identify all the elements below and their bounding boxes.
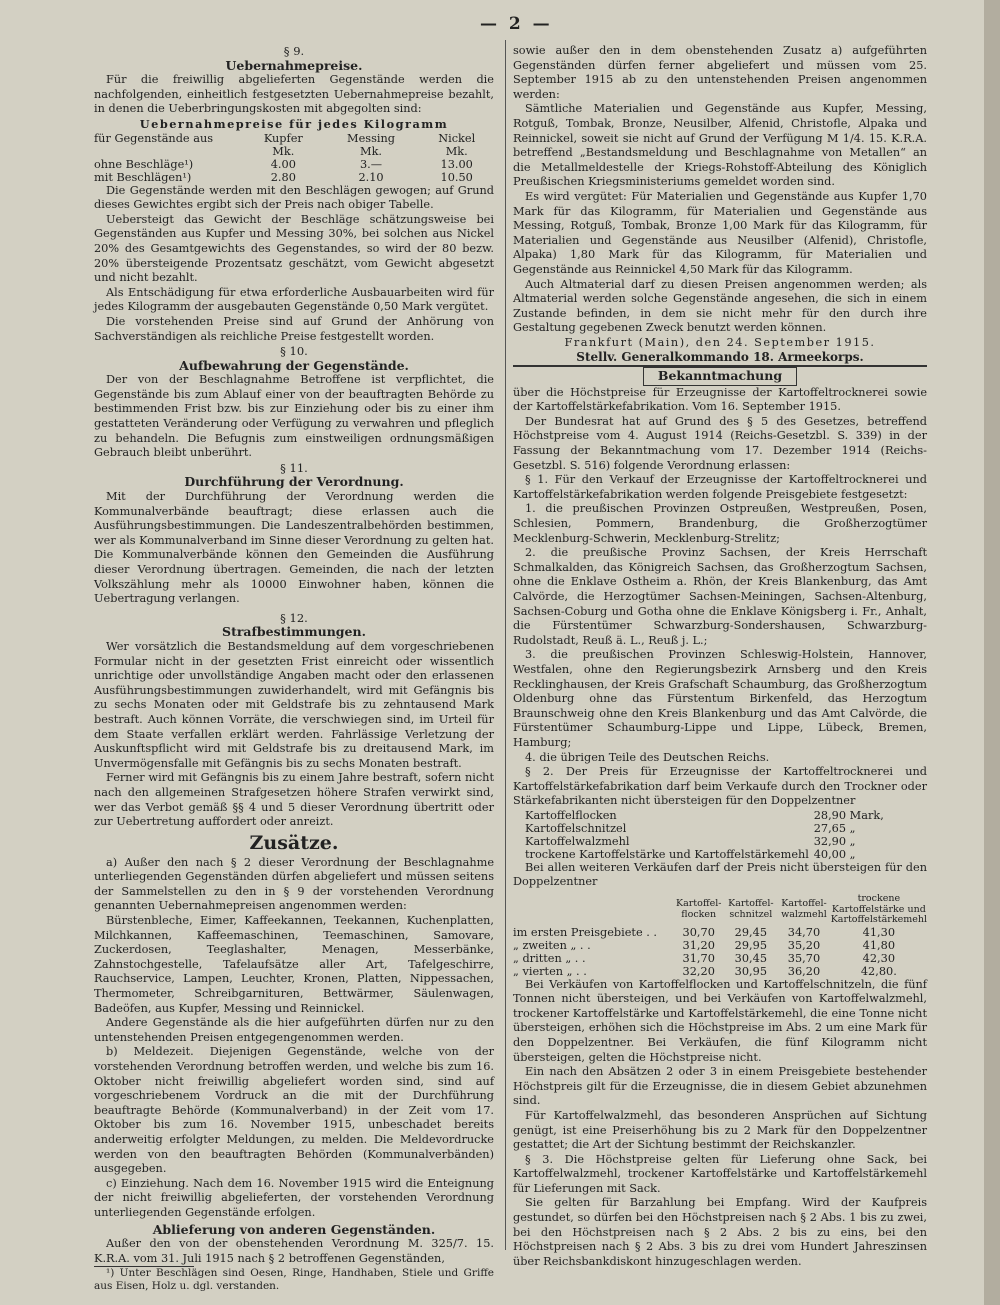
list-item: 1. die preußischen Provinzen Ostpreußen, Westpreußen, Posen, Schlesien, Pommern, Brandenburg, die Großherzogtümer Mecklenburg-Schwerin, Mecklenburg-Strelitz;	[513, 502, 927, 545]
paragraph: § 2. Der Preis für Erzeugnisse der Kartoffeltrocknerei und Kartoffelstärkefabrikation darf beim Verkaufe durch den Trockner oder Stärkefabrikanten nicht übersteigen für den Doppelzentner	[513, 765, 927, 808]
table-cell: Mk.	[272, 144, 295, 158]
table-row	[525, 822, 885, 835]
table-cell: 42,30	[862, 951, 896, 965]
table-cell: 42,80.	[860, 964, 897, 978]
paragraph: a) Außer den nach § 2 dieser Verordnung der Beschlagnahme unterliegenden Gegenständen dürfen abgeliefert und müssen seitens der Sammelstellen zu den in § 9 der vorstehenden Verordnung genannten Uebernahmepreisen angenommen werden:	[94, 855, 494, 913]
table-cell: 36,20	[787, 964, 821, 978]
table-header-row	[94, 132, 494, 145]
paragraph: Andere Gegenstände als die hier aufgeführten dürfen nur zu den untenstehenden Preisen entgegengenommen werden.	[94, 1016, 494, 1044]
table-cell: 29,95	[734, 938, 768, 952]
table-cell: 30,70	[682, 925, 715, 939]
paragraph: c) Einziehung. Nach dem 16. November 1915 wird die Enteignung der nicht freiwillig abgelieferten, der vorstehenden Verordnung unterliegenden Gegenstände erfolgen.	[94, 1176, 494, 1219]
table-header	[513, 894, 673, 926]
paragraph: Für Kartoffelwalzmehl, das besonderen Ansprüchen auf Sichtung genügt, ist eine Preiserhöhung bis zu 2 Mark für den Doppelzentner gestattet; die Art der Sichtung bestimmt der Reichskanzler.	[513, 1108, 927, 1152]
paragraph: Bei Verkäufen von Kartoffelflocken und Kartoffelschnitzeln, die fünf Tonnen nicht übersteigen, und bei Verkäufen von Kartoffelwalzmehl, trockener Kartoffelstärke und Kartoffelstärkemehl, die eine Tonne nicht übersteigen, erhöhen sich die Höchstpreise im Abs. 2 um eine Mark für den Doppelzentner. Bei Verkäufen, die fünf Kilogramm nicht übersteigen, gelten die Höchstpreise nicht.	[513, 977, 927, 1064]
left-column	[94, 44, 494, 1293]
table-cell: „ vierten „ . .	[513, 964, 587, 978]
table-cell: Kartoffelwalzmehl	[525, 834, 630, 848]
section-number-12: § 12.	[280, 610, 308, 625]
table-row	[513, 965, 927, 978]
paragraph: Es wird vergütet: Für Materialien und Gegenstände aus Kupfer 1,70 Mark für das Kilogramm, für Materialien und Gegenstände aus Messing, Rotguß, Tombak, Bronze 1,00 Mark für das Kilogramm, für Materialien und Gegenstände aus Neusilber (Alfenid), Christofle, Alpaka) 1,80 Mark für das Kilogramm, für Materialien und Gegenstände aus Reinnickel 4,50 Mark für das Kilogramm.	[513, 189, 927, 276]
list-item: 3. die preußischen Provinzen Schleswig-Holstein, Hannover, Westfalen, ohne den Regierungsbezirk Arnsberg und den Kreis Recklinghausen, der Kreis Grafschaft Schaumburg, das Großherzogtum Oldenburg ohne das Fürstentum Birkenfeld, das Herzogtum Braunschweig ohne den Kreis Blankenburg und das Amt Calvörde, die Fürstentümer Schaumburg-Lippe und Lippe, Lübeck, Bremen, Hamburg;	[513, 648, 927, 749]
table-cell: 2.80	[270, 170, 296, 184]
table-cell: 31,20	[682, 938, 715, 952]
table-header-row	[513, 894, 927, 926]
table-cell: 30,95	[734, 964, 768, 978]
list-item: 2. die preußische Provinz Sachsen, der Kreis Herrschaft Schmalkalden, das Königreich Sachsen, das Großherzogtum Sachsen, ohne die Enklave Ostheim a. Rhön, der Kreis Blankenburg, das Amt Calvörde, die Herzogtümer Sachsen-Meiningen, Sachsen-Altenburg, Sachsen-Coburg und Gotha ohne die Enklave Königsberg i. Fr., Anhalt, die Fürstentümer Schwarzburg-Sondershausen, Schwarzburg-Rudolstadt, Reuß ä. L., Reuß j. L.;	[513, 546, 927, 647]
footnote: ¹) Unter Beschlägen sind Oesen, Ringe, Handhaben, Stiele und Griffe aus Eisen, Holz u. dgl. verstanden.	[94, 1267, 494, 1293]
section-number-9: § 9.	[283, 44, 305, 58]
paragraph: Ein nach den Absätzen 2 oder 3 in einem Preisgebiete bestehender Höchstpreis gilt für die Erzeugnisse, die in diesem Gebiet abzunehmen sind.	[513, 1065, 927, 1108]
table-cell: mit Beschlägen¹)	[94, 170, 192, 184]
table-cell: 29,45	[734, 925, 768, 939]
page-number: — 2 —	[480, 14, 553, 34]
table-row	[525, 848, 885, 861]
table-header: für Gegenstände aus	[94, 131, 214, 145]
table-cell: 10.50	[440, 170, 473, 184]
heading-aufbewahrung: Aufbewahrung der Gegenstände.	[179, 357, 409, 373]
table-row	[525, 809, 885, 822]
table-row	[94, 171, 494, 184]
paragraph: Als Entschädigung für etwa erforderliche Ausbauarbeiten wird für jedes Kilogramm der ausgebauten Gegenstände 0,50 Mark vergütet.	[94, 285, 494, 314]
paragraph: Die vorstehenden Preise sind auf Grund der Anhörung von Sachverständigen als reichliche Preise festgestellt worden.	[94, 314, 494, 343]
table-cell: 2.10	[358, 170, 384, 184]
table-cell: 28,90 Mark,	[813, 808, 884, 822]
paragraph: Wer vorsätzlich die Bestandsmeldung auf dem vorgeschriebenen Formular nicht in der gesetzten Frist einreicht oder wissentlich unrichtige oder unvollständige Angaben macht oder den erlassenen Ausführungsbestimmungen zuwiderhandelt, wird mit Gefängnis bis zu sechs Monaten oder mit Geldstrafe bis zu zehntausend Mark bestraft. Auch können Vorräte, die verschwiegen sind, im Urteil für dem Staate verfallen erklärt werden. Fahrlässige Verletzung der Auskunftspflicht wird mit Geldstrafe bis zu dreitausend Mark, im Unvermögensfalle mit Gefängnis bis zu sechs Monaten bestraft.	[94, 639, 494, 770]
paragraph: b) Meldezeit. Diejenigen Gegenstände, welche von der vorstehenden Verordnung betroffen werden, und welche bis zum 16. Oktober nicht freiwillig abgeliefert worden sind, sind auf vorgeschriebenem Vordruck an die mit der Durchführung beauftragte Behörde (Kommunalverband) in der Zeit vom 17. Oktober bis zum 16. November 1915, unbeschadet bereits anderweitig erfolgter Meldungen, zu melden. Die Meldevordrucke werden von den beauftragten Behörden (Kommunalverbänden) ausgegeben.	[94, 1045, 494, 1176]
max-price-list	[525, 809, 885, 861]
table-cell: 40,00 „	[813, 847, 856, 861]
heading-ablieferung: Ablieferung von anderen Gegenständen.	[152, 1221, 436, 1237]
table-header: Kartoffel-flocken	[675, 898, 722, 920]
table-unit-row	[94, 145, 494, 158]
table-cell: trockene Kartoffelstärke und Kartoffelstärkemehl	[525, 847, 809, 861]
paper-edge	[984, 0, 1000, 1305]
table-row	[513, 939, 927, 952]
paragraph: Bei allen weiteren Verkäufen darf der Preis nicht übersteigen für den Doppelzentner	[513, 860, 927, 889]
table-cell: 34,70	[787, 925, 821, 939]
paragraph: Außer den von der obenstehenden Verordnung M. 325/7. 15. K.R.A. vom 31. Juli 1915 nach § 2 betroffenen Gegenständen,	[94, 1237, 494, 1265]
table-cell: 32,90 „	[813, 834, 856, 848]
heading-uebernahmepreise: Uebernahmepreise.	[225, 57, 363, 73]
table-cell: 4.00	[270, 157, 296, 171]
table-cell: Mk.	[445, 144, 468, 158]
table-cell: 3.—	[359, 157, 383, 171]
table-cell: 30,45	[734, 951, 768, 965]
list-item: 4. die übrigen Teile des Deutschen Reichs.	[525, 750, 770, 764]
table-cell	[94, 145, 244, 158]
paragraph: Für die freiwillig abgelieferten Gegenstände werden die nachfolgenden, einheitlich festgesetzten Uebernahmepreise bezahlt, in denen die Ueberbringungskosten mit abgegolten sind:	[94, 73, 494, 116]
place-date: Frankfurt (Main), den 24. September 1915.	[564, 335, 876, 349]
table-row	[525, 835, 885, 848]
bekanntmachung-title: Bekanntmachung	[643, 367, 797, 386]
table-cell: 32,20	[682, 964, 715, 978]
table-cell: ohne Beschläge¹)	[94, 157, 194, 171]
paragraph: Sie gelten für Barzahlung bei Empfang. Wird der Kaufpreis gestundet, so dürfen bei den Höchstpreisen nach § 2 Abs. 1 bis zu zwei, bei den Höchstpreisen nach § 2 Abs. 2 bis zu eins, bei den Höchstpreisen nach § 2 Abs. 3 bis zu drei vom Hundert Jahreszinsen über Reichsbankdiskont hinzugeschlagen werden.	[513, 1196, 927, 1268]
table-title: Uebernahmepreise für jedes Kilogramm	[139, 116, 449, 131]
paragraph: Der Bundesrat hat auf Grund des § 5 des Gesetzes, betreffend Höchstpreise vom 4. August 1914 (Reichs-Gesetzbl. S. 339) in der Fassung der Bekanntmachung vom 17. Dezember 1914 (Reichs-Gesetzbl. S. 516) folgende Verordnung erlassen:	[513, 414, 927, 472]
table-cell: im ersten Preisgebiete . .	[513, 925, 658, 939]
table-cell: 41,30	[862, 925, 896, 939]
right-column	[513, 44, 927, 1269]
table-cell: 41,80	[862, 938, 896, 952]
table-header: Messing	[347, 131, 395, 145]
table-header: trockene Kartoffelstärke und Kartoffelstärkemehl	[830, 893, 928, 926]
table-cell: Mk.	[360, 144, 383, 158]
region-price-table	[513, 894, 927, 978]
paragraph: Bürstenbleche, Eimer, Kaffeekannen, Teekannen, Kuchenplatten, Milchkannen, Kaffeemaschinen, Teemaschinen, Samovare, Zuckerdosen, Teeglashalter, Menagen, Messerbänke, Zahnstochgestelle, Tafelaufsätze aller Art, Tafelgeschirre, Rauchservice, Lampen, Leuchter, Kronen, Platten, Nippessachen, Thermometer, Schreibgarnituren, Bettwärmer, Säulenwagen, Badeöfen, aus Kupfer, Messing und Reinnickel.	[94, 914, 494, 1015]
heading-durchfuehrung: Durchführung der Verordnung.	[184, 474, 404, 490]
column-divider	[505, 40, 506, 1250]
paragraph: Auch Altmaterial darf zu diesen Preisen angenommen werden; als Altmaterial werden solche Gegenstände angesehen, die sich in einem Zustande befinden, in dem sie nicht mehr für den durch ihre Gestaltung gegebenen Zweck benutzt werden können.	[513, 277, 927, 335]
table-cell: Kartoffelschnitzel	[525, 821, 627, 835]
paragraph: Uebersteigt das Gewicht der Beschläge schätzungsweise bei Gegenständen aus Kupfer und Messing 30%, bei solchen aus Nickel 20% des Gesamtgewichts des Gegenstandes, so wird der 80 bezw. 20% übersteigende Prozentsatz geschätzt, vom Gewicht abgesetzt und nicht bezahlt.	[94, 212, 494, 285]
section-number-10: § 10.	[280, 344, 308, 359]
table-row	[513, 926, 927, 939]
table-header: Kartoffel-schnitzel	[728, 898, 774, 920]
section-number-11: § 11.	[280, 460, 308, 475]
table-cell: „ dritten „ . .	[513, 951, 586, 965]
table-row	[513, 952, 927, 965]
heading-zusaetze: Zusätze.	[249, 831, 339, 854]
table-cell: 35,20	[787, 938, 821, 952]
signer: Stellv. Generalkommando 18. Armeekorps.	[576, 350, 864, 365]
table-cell: 35,70	[787, 951, 821, 965]
paragraph: Sämtliche Materialien und Gegenstände aus Kupfer, Messing, Rotguß, Tombak, Bronze, Neusilber, Alfenid, Christofle, Alpaka und Reinnickel, soweit sie nicht auf Grund der Verfügung M 1/4. 15. K.R.A. betreffend „Bestandsmeldung und Beschlagnahme von Metallen“ an die Metallmeldestelle der Kriegs-Rohstoff-Abteilung des Königlich Preußischen Kriegsministeriums gemeldet worden sind.	[513, 102, 927, 189]
price-table	[94, 132, 494, 184]
table-cell: 13.00	[440, 157, 473, 171]
table-row	[94, 158, 494, 171]
paragraph: § 1. Für den Verkauf der Erzeugnisse der Kartoffeltrocknerei und Kartoffelstärkefabrikation werden folgende Preisgebiete festgesetzt:	[513, 473, 927, 501]
paragraph: Der von der Beschlagnahme Betroffene ist verpflichtet, die Gegenstände bis zum Ablauf einer von der beauftragten Behörde zu bestimmenden Frist bzw. bis zur Einziehung oder bis zu einer ihm gestatteten Veränderung oder Verfügung zu verwahren und pfleglich zu behandeln. Die Befugnis zum einstweiligen ordnungsmäßigen Gebrauch bleibt unberührt.	[94, 373, 494, 460]
paragraph: § 3. Die Höchstpreise gelten für Lieferung ohne Sack, bei Kartoffelwalzmehl, trockener Kartoffelstärke und Kartoffelstärkemehl für Lieferungen mit Sack.	[513, 1152, 927, 1195]
table-cell: 31,70	[682, 951, 715, 965]
table-header: Kupfer	[263, 131, 303, 145]
table-header: Kartoffel-walzmehl	[781, 898, 827, 920]
table-cell: „ zweiten „ . .	[513, 938, 591, 952]
paragraph: Die Gegenstände werden mit den Beschlägen gewogen; auf Grund dieses Gewichtes ergibt sich der Preis nach obiger Tabelle.	[94, 183, 494, 212]
bekanntmachung-title-wrap	[513, 367, 927, 386]
paragraph: sowie außer den in dem obenstehenden Zusatz a) aufgeführten Gegenständen dürfen ferner abgeliefert und müssen vom 25. September 1915 ab zu den untenstehenden Preisen angenommen werden:	[513, 44, 927, 101]
table-header: Nickel	[438, 131, 476, 145]
heading-strafbestimmungen: Strafbestimmungen.	[222, 624, 366, 640]
table-cell: 27,65 „	[813, 821, 856, 835]
paragraph: Mit der Durchführung der Verordnung werden die Kommunalverbände beauftragt; diese erlassen auch die Ausführungsbestimmungen. Die Landeszentralbehörden bestimmen, wer als Kommunalverband im Sinne dieser Verordnung zu gelten hat. Die Kommunalverbände können den Gemeinden die Ausführung dieser Verordnung übertragen. Gemeinden, die nach der letzten Volkszählung mehr als 10000 Einwohner haben, können die Uebertragung verlangen.	[94, 490, 494, 606]
paragraph: über die Höchstpreise für Erzeugnisse der Kartoffeltrocknerei sowie der Kartoffelstärkefabrikation. Vom 16. September 1915.	[513, 385, 927, 414]
table-cell: Kartoffelflocken	[525, 808, 617, 822]
paragraph: Ferner wird mit Gefängnis bis zu einem Jahre bestraft, sofern nicht nach den allgemeinen Strafgesetzen höhere Strafen verwirkt sind, wer das Verbot gemäß §§ 4 und 5 dieser Verordnung übertritt oder zur Uebertretung auffordert oder anreizt.	[94, 771, 494, 829]
